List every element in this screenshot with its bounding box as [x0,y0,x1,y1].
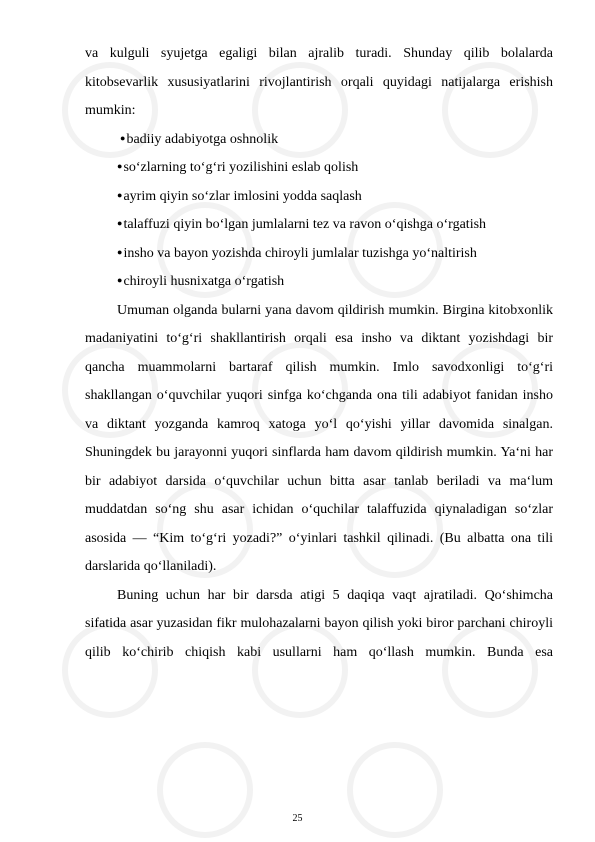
bullet-icon: ● [117,218,123,228]
text-line: muddatdan so‘ng shu asar ichidan o‘quchilar talaffuzida qiynaladigan so‘zlar [85,502,553,517]
list-item-text: badiiy adabiyotga oshnolik [126,131,279,147]
text-line: Umuman olganda bularni yana davom qildirish mumkin. Birgina kitobxonlik [117,302,553,318]
page-number: 25 [292,813,303,824]
list-item-text: chiroyli husnixatga o‘rgatish [123,274,285,289]
bullet-list [85,126,553,297]
list-item [85,240,553,269]
text-line: kitobsevarlik xususiyatlarini rivojlantirish orqali quyidagi natijalarga erishish [85,74,553,90]
text-line: qancha muammolarni bartaraf qilish mumkin. Imlo savodxonligi to‘g‘ri [85,359,553,375]
list-item [85,154,553,183]
list-item-text: ayrim qiyin so‘zlar imlosini yodda saqlash [123,188,362,204]
text-line: madaniyatini to‘g‘ri shakllantirish orqali esa insho va diktant yozishdagi bir [85,331,553,346]
text-line: sifatida asar yuzasidan fikr mulohazalarni bayon qilish yoki biror parchani chiroyli [85,616,553,631]
text-line: mumkin: [85,103,136,118]
list-item [85,126,553,155]
bullet-icon: ● [117,275,123,285]
text-line: darslarida qo‘llaniladi). [85,559,217,574]
text-line: va kulguli syujetga egaligi bilan ajralib turadi. Shunday qilib bolalarda [85,46,553,61]
bullet-icon: ● [120,132,126,143]
text-line: Buning uchun har bir darsda atigi 5 daqiqa vaqt ajratiladi. Qo‘shimcha [117,587,553,603]
text-line: shakllangan o‘quvchilar yuqori sinfga ko‘chganda ona tili adabiyot fanidan insho [85,388,553,403]
paragraph-closing [85,582,553,668]
bullet-icon: ● [117,246,123,257]
bullet-icon: ● [117,189,123,200]
text-line: asosida — “Kim to‘g‘ri yozadi?” o‘yinlari tashkil qilinadi. (Bu albatta ona tili [85,530,553,546]
text-line: Shuningdek bu jarayonni yuqori sinflarda ham davom qildirish mumkin. Ya‘ni har [85,445,553,460]
text-line: va diktant yozganda kamroq xatoga yo‘l qo‘yishi yillar davomida sinalgan. [85,416,553,432]
list-item [85,268,553,297]
list-item [85,183,553,212]
page-content [85,40,553,667]
paragraph-body [85,297,553,582]
list-item-text: so‘zlarning to‘g‘ri yozilishini eslab qolish [123,160,359,175]
list-item-text: insho va bayon yozishda chiroyli jumlalar tuzishga yo‘naltirish [123,245,477,261]
list-item-text: talaffuzi qiyin bo‘lgan jumlalarni tez va ravon o‘qishga o‘rgatish [123,217,487,232]
paragraph-intro [85,40,553,126]
text-line: qilib ko‘chirib chiqish kabi usullarni ham qo‘llash mumkin. Bunda esa [85,644,553,660]
list-item [85,211,553,240]
bullet-icon: ● [117,161,123,171]
text-line: bir adabiyot darsida o‘quvchilar uchun bitta asar tanlab beriladi va ma‘lum [85,473,553,489]
